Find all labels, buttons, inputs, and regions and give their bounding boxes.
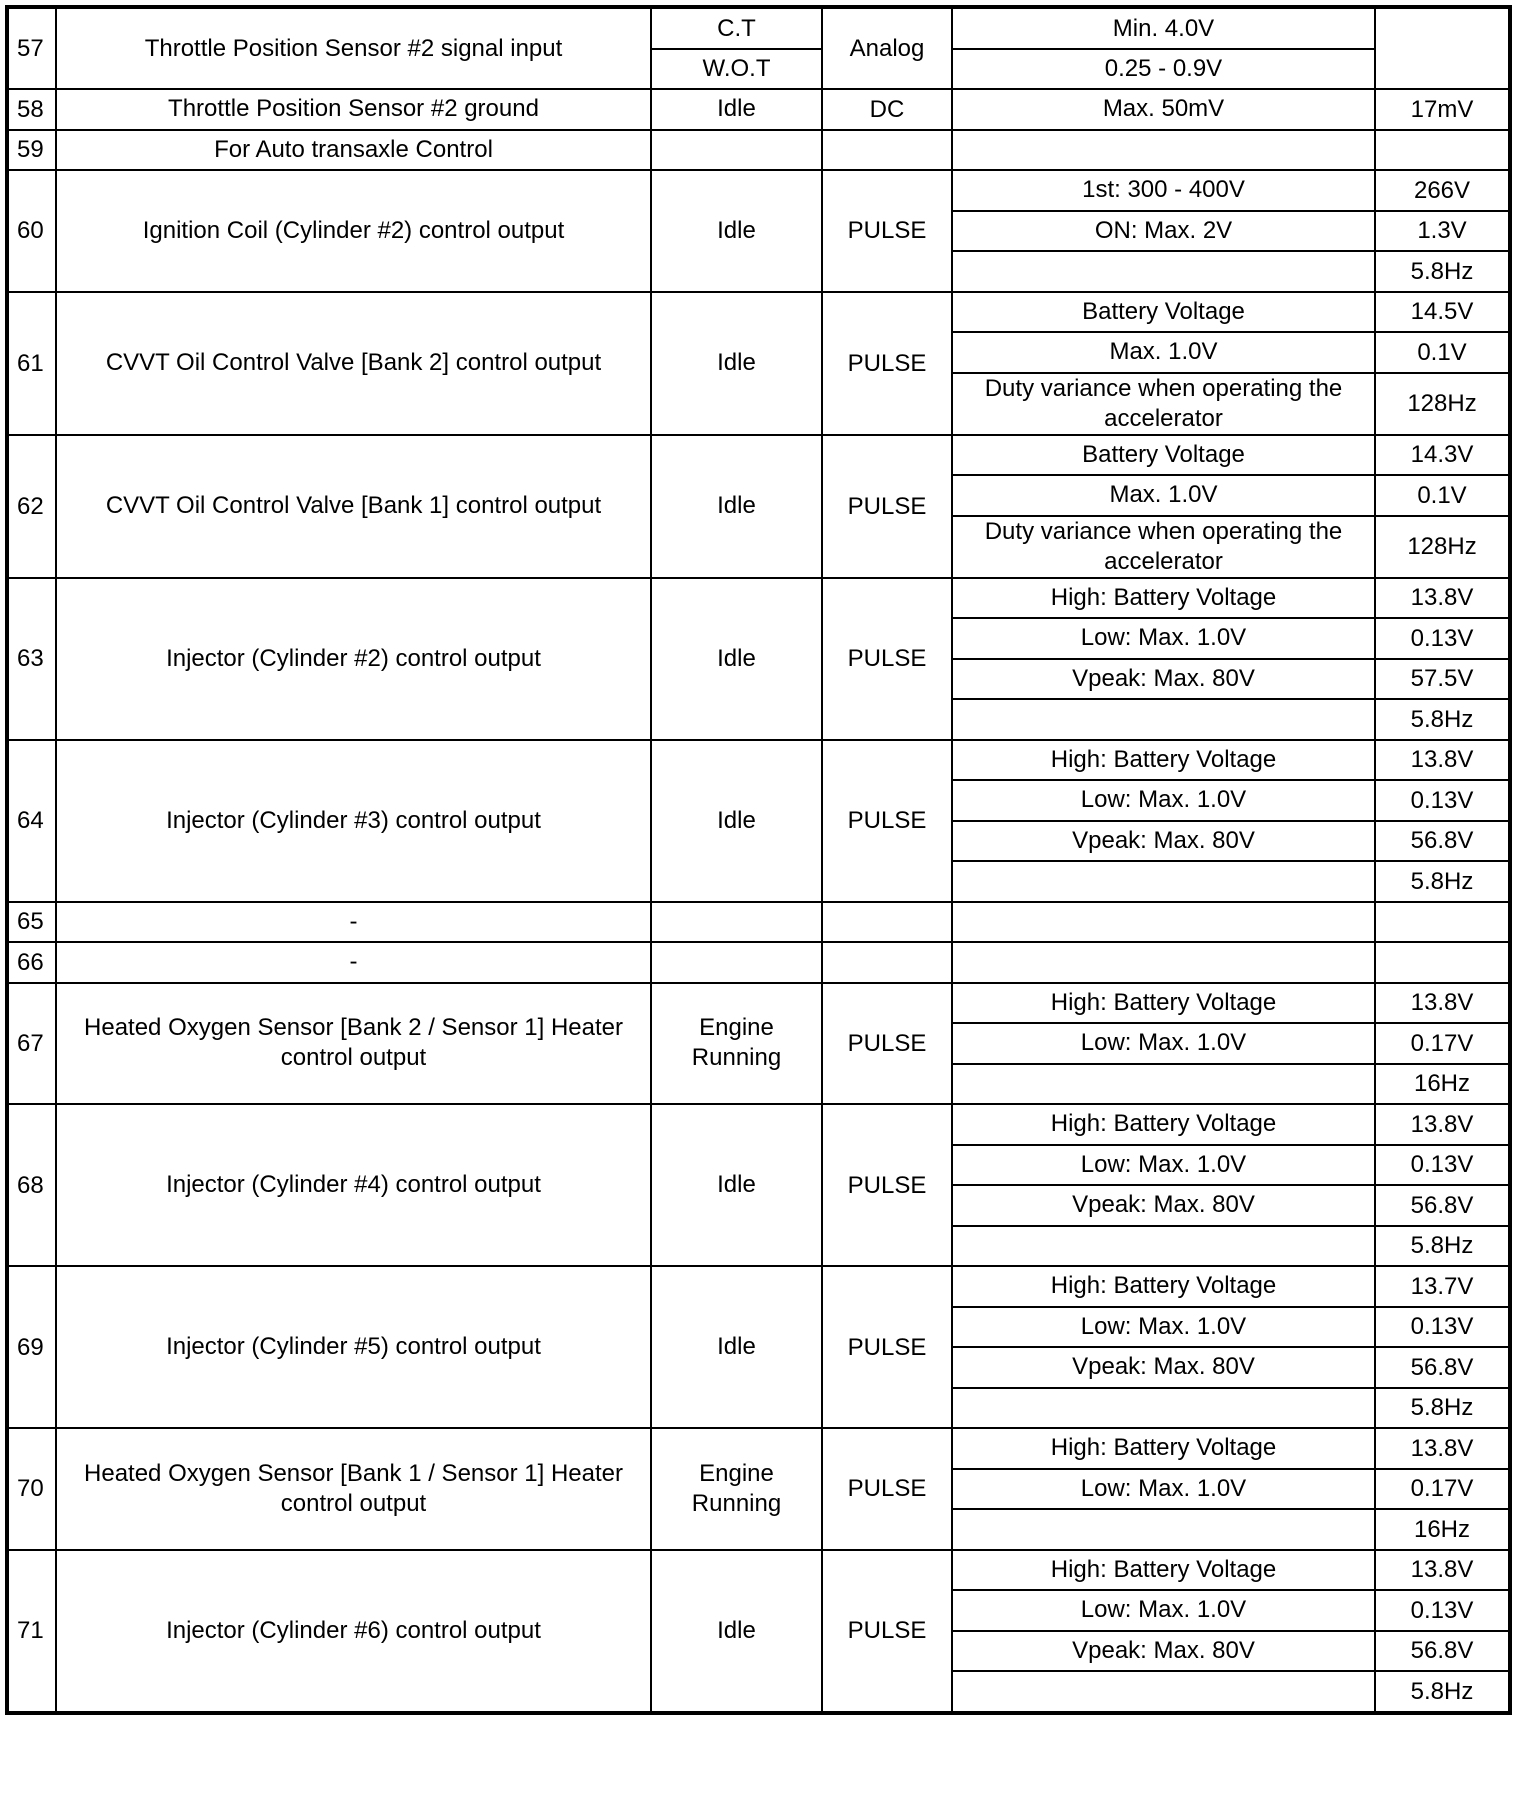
measured-value: 0.17V — [1375, 1023, 1510, 1064]
measured-value — [1375, 7, 1510, 89]
measured-value: 14.5V — [1375, 292, 1510, 333]
signal-type: PULSE — [822, 578, 952, 740]
measure-condition: W.O.T — [651, 49, 822, 90]
spec-value: Low: Max. 1.0V — [952, 1590, 1375, 1631]
spec-value — [952, 251, 1375, 292]
pin-number: 59 — [7, 130, 56, 171]
pin-description: Injector (Cylinder #3) control output — [56, 740, 651, 902]
pin-description: Heated Oxygen Sensor [Bank 1 / Sensor 1] Heater control output — [56, 1428, 651, 1550]
signal-type: Analog — [822, 7, 952, 89]
measure-condition — [651, 902, 822, 943]
measured-value: 56.8V — [1375, 1185, 1510, 1226]
pin-description: Injector (Cylinder #4) control output — [56, 1104, 651, 1266]
measure-condition: C.T — [651, 7, 822, 49]
measure-condition: Idle — [651, 435, 822, 578]
table-row — [7, 1550, 1510, 1591]
pin-description: For Auto transaxle Control — [56, 130, 651, 171]
signal-type: PULSE — [822, 1266, 952, 1428]
signal-type: PULSE — [822, 435, 952, 578]
pin-description: - — [56, 902, 651, 943]
measure-condition: Engine Running — [651, 983, 822, 1105]
pin-number: 64 — [7, 740, 56, 902]
pin-number: 66 — [7, 942, 56, 983]
table-row — [7, 740, 1510, 781]
pin-description: Throttle Position Sensor #2 ground — [56, 89, 651, 130]
measure-condition: Idle — [651, 1550, 822, 1713]
spec-value: High: Battery Voltage — [952, 1428, 1375, 1469]
spec-value: High: Battery Voltage — [952, 983, 1375, 1024]
spec-value — [952, 861, 1375, 902]
table-row — [7, 435, 1510, 476]
measure-condition — [651, 130, 822, 171]
pin-number: 65 — [7, 902, 56, 943]
measured-value: 13.8V — [1375, 983, 1510, 1024]
measure-condition: Idle — [651, 292, 822, 435]
table-row — [7, 1104, 1510, 1145]
spec-value: Duty variance when operating the accelerator — [952, 373, 1375, 435]
spec-value: Low: Max. 1.0V — [952, 1145, 1375, 1186]
spec-value — [952, 130, 1375, 171]
spec-value: Vpeak: Max. 80V — [952, 1347, 1375, 1388]
pin-number: 71 — [7, 1550, 56, 1713]
measure-condition: Idle — [651, 1104, 822, 1266]
signal-type: DC — [822, 89, 952, 130]
spec-value: ON: Max. 2V — [952, 211, 1375, 252]
measured-value — [1375, 902, 1510, 943]
spec-value — [952, 1226, 1375, 1267]
spec-value: Duty variance when operating the accelerator — [952, 516, 1375, 578]
measure-condition: Idle — [651, 1266, 822, 1428]
measured-value: 56.8V — [1375, 821, 1510, 862]
measured-value: 16Hz — [1375, 1064, 1510, 1105]
spec-value: Low: Max. 1.0V — [952, 780, 1375, 821]
pin-description: Ignition Coil (Cylinder #2) control output — [56, 170, 651, 292]
signal-type: PULSE — [822, 1104, 952, 1266]
signal-type: PULSE — [822, 170, 952, 292]
pin-number: 63 — [7, 578, 56, 740]
signal-type: PULSE — [822, 1428, 952, 1550]
pin-number: 68 — [7, 1104, 56, 1266]
signal-type — [822, 942, 952, 983]
measured-value: 0.13V — [1375, 1145, 1510, 1186]
spec-value: High: Battery Voltage — [952, 1266, 1375, 1307]
table-row — [7, 130, 1510, 171]
measured-value: 5.8Hz — [1375, 251, 1510, 292]
measured-value — [1375, 942, 1510, 983]
measured-value: 0.1V — [1375, 475, 1510, 516]
spec-value — [952, 1064, 1375, 1105]
table-row — [7, 578, 1510, 619]
table-row — [7, 1266, 1510, 1307]
table-row — [7, 942, 1510, 983]
measured-value: 13.8V — [1375, 1550, 1510, 1591]
measured-value: 14.3V — [1375, 435, 1510, 476]
measure-condition: Idle — [651, 89, 822, 130]
measured-value: 56.8V — [1375, 1347, 1510, 1388]
spec-value: High: Battery Voltage — [952, 740, 1375, 781]
spec-value — [952, 1388, 1375, 1429]
measure-condition: Idle — [651, 740, 822, 902]
spec-value — [952, 1509, 1375, 1550]
measured-value: 13.8V — [1375, 740, 1510, 781]
measured-value: 0.13V — [1375, 1590, 1510, 1631]
pin-number: 70 — [7, 1428, 56, 1550]
signal-type: PULSE — [822, 740, 952, 902]
measured-value: 13.8V — [1375, 578, 1510, 619]
measured-value: 17mV — [1375, 89, 1510, 130]
pin-description: Throttle Position Sensor #2 signal input — [56, 7, 651, 89]
pin-number: 57 — [7, 7, 56, 89]
spec-value: High: Battery Voltage — [952, 578, 1375, 619]
table-row — [7, 170, 1510, 211]
pin-description: Injector (Cylinder #5) control output — [56, 1266, 651, 1428]
spec-value — [952, 699, 1375, 740]
spec-value: High: Battery Voltage — [952, 1104, 1375, 1145]
pin-description: Heated Oxygen Sensor [Bank 2 / Sensor 1] Heater control output — [56, 983, 651, 1105]
pin-description: - — [56, 942, 651, 983]
table-row — [7, 1428, 1510, 1469]
measured-value: 0.13V — [1375, 1307, 1510, 1348]
spec-value — [952, 902, 1375, 943]
table-row — [7, 7, 1510, 49]
spec-value: Vpeak: Max. 80V — [952, 1185, 1375, 1226]
pin-number: 60 — [7, 170, 56, 292]
signal-type: PULSE — [822, 1550, 952, 1713]
measured-value: 13.7V — [1375, 1266, 1510, 1307]
measured-value: 56.8V — [1375, 1631, 1510, 1672]
signal-type — [822, 130, 952, 171]
spec-value — [952, 1671, 1375, 1713]
spec-value — [952, 942, 1375, 983]
spec-value: Low: Max. 1.0V — [952, 1023, 1375, 1064]
spec-value: Vpeak: Max. 80V — [952, 821, 1375, 862]
measured-value: 128Hz — [1375, 516, 1510, 578]
measured-value: 0.1V — [1375, 332, 1510, 373]
measured-value: 1.3V — [1375, 211, 1510, 252]
spec-value: Vpeak: Max. 80V — [952, 1631, 1375, 1672]
measured-value: 13.8V — [1375, 1428, 1510, 1469]
spec-value: Max. 50mV — [952, 89, 1375, 130]
spec-value: Battery Voltage — [952, 292, 1375, 333]
measure-condition: Engine Running — [651, 1428, 822, 1550]
pin-number: 67 — [7, 983, 56, 1105]
pin-spec-table — [5, 5, 1512, 1715]
measured-value: 57.5V — [1375, 659, 1510, 700]
measure-condition: Idle — [651, 578, 822, 740]
spec-value: Low: Max. 1.0V — [952, 618, 1375, 659]
table-row — [7, 89, 1510, 130]
table-row — [7, 902, 1510, 943]
signal-type: PULSE — [822, 292, 952, 435]
measured-value: 5.8Hz — [1375, 1226, 1510, 1267]
table-row — [7, 292, 1510, 333]
spec-value: Min. 4.0V — [952, 7, 1375, 49]
signal-type — [822, 902, 952, 943]
table-row — [7, 983, 1510, 1024]
pin-number: 58 — [7, 89, 56, 130]
spec-value: Low: Max. 1.0V — [952, 1469, 1375, 1510]
measured-value — [1375, 130, 1510, 171]
spec-value: Vpeak: Max. 80V — [952, 659, 1375, 700]
pin-spec-table-body — [7, 7, 1510, 1713]
measured-value: 0.13V — [1375, 618, 1510, 659]
spec-value: High: Battery Voltage — [952, 1550, 1375, 1591]
spec-value: Max. 1.0V — [952, 332, 1375, 373]
measured-value: 5.8Hz — [1375, 861, 1510, 902]
spec-value: Low: Max. 1.0V — [952, 1307, 1375, 1348]
measured-value: 5.8Hz — [1375, 1388, 1510, 1429]
measured-value: 5.8Hz — [1375, 699, 1510, 740]
spec-value: Battery Voltage — [952, 435, 1375, 476]
measured-value: 0.17V — [1375, 1469, 1510, 1510]
pin-number: 62 — [7, 435, 56, 578]
signal-type: PULSE — [822, 983, 952, 1105]
measure-condition: Idle — [651, 170, 822, 292]
pin-number: 61 — [7, 292, 56, 435]
spec-value: Max. 1.0V — [952, 475, 1375, 516]
measured-value: 16Hz — [1375, 1509, 1510, 1550]
measured-value: 5.8Hz — [1375, 1671, 1510, 1713]
pin-description: CVVT Oil Control Valve [Bank 1] control output — [56, 435, 651, 578]
measured-value: 266V — [1375, 170, 1510, 211]
measure-condition — [651, 942, 822, 983]
spec-value: 0.25 - 0.9V — [952, 49, 1375, 90]
pin-description: Injector (Cylinder #2) control output — [56, 578, 651, 740]
measured-value: 128Hz — [1375, 373, 1510, 435]
pin-description: CVVT Oil Control Valve [Bank 2] control output — [56, 292, 651, 435]
measured-value: 13.8V — [1375, 1104, 1510, 1145]
measured-value: 0.13V — [1375, 780, 1510, 821]
spec-value: 1st: 300 - 400V — [952, 170, 1375, 211]
pin-description: Injector (Cylinder #6) control output — [56, 1550, 651, 1713]
pin-number: 69 — [7, 1266, 56, 1428]
